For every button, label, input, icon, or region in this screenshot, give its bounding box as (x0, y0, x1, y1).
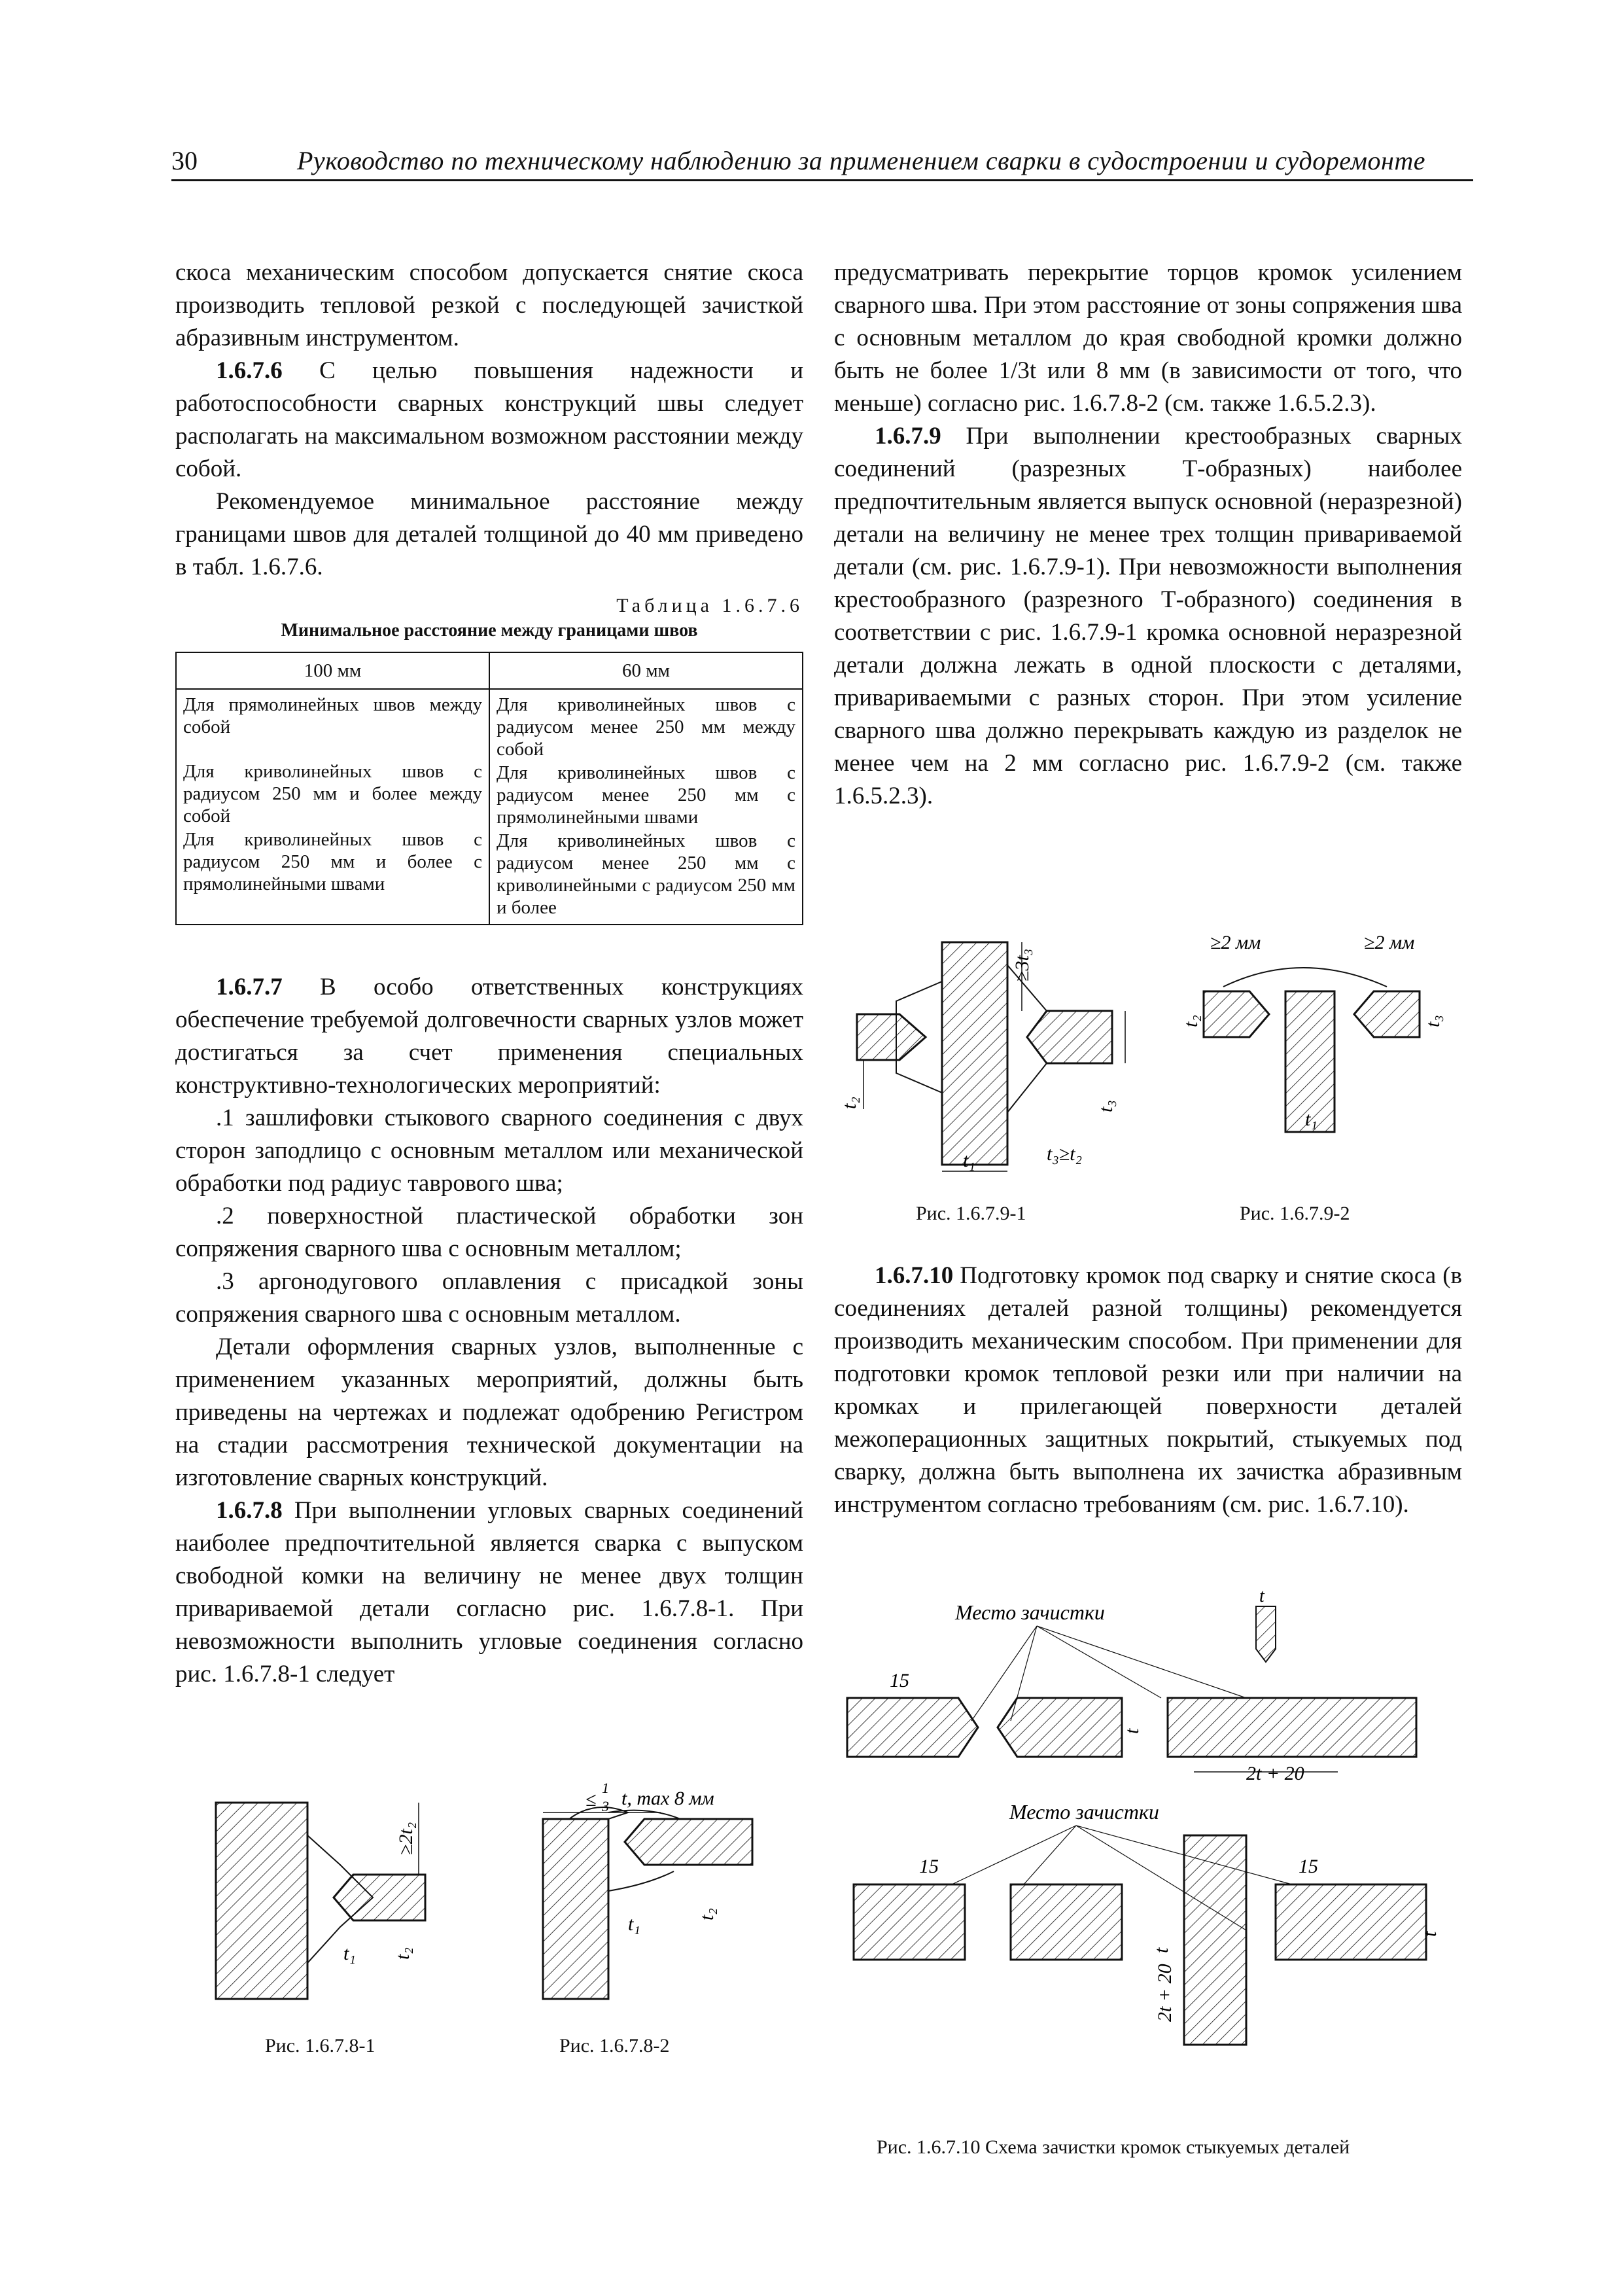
annotation-label: Место зачистки (955, 1600, 1105, 1624)
page-number: 30 (171, 146, 198, 175)
paragraph: предусматривать перекрытие торцов кромок усилением сварного шва. При этом расстояние от зоны сопряжения шва с основным металлом до края свободной кромки должно быть не более 1/3t или 8 мм (в зависимости от того, что меньше) согласно рис. 1.6.7.8-2 (см. также 1.6.5.2.3). (834, 259, 1462, 417)
figure-caption: Рис. 1.6.7.10 Схема зачистки кромок стыкуемых деталей (877, 2136, 1350, 2158)
list-item: .3 аргонодугового оплавления с присадкой зоны сопряжения сварного шва с основным металлом. (175, 1268, 803, 1328)
dim-label: t₁ (628, 1913, 640, 1935)
dim-label: 2t + 20 (1246, 1763, 1304, 1784)
dim-label: t₁ (343, 1943, 356, 1964)
dim-label: ≥3t₃ (1011, 948, 1033, 981)
figure-caption: Рис. 1.6.7.8-2 (559, 2035, 670, 2057)
dim-label: 15 (890, 1670, 909, 1691)
right-column-lower (834, 1260, 1462, 1521)
table-header-cell: 100 мм (176, 652, 489, 689)
section-number: 1.6.7.9 (875, 423, 941, 450)
figure-caption: Рис. 1.6.7.9-1 (916, 1203, 1026, 1224)
list-item: .1 зашлифовки стыкового сварного соединения с двух сторон заподлицо с основным металлом или механической обработки под радиус таврового шва; (175, 1104, 803, 1197)
figure-1-6-7-8-2 (530, 1773, 805, 2009)
dim-label: t₃ (1422, 1015, 1444, 1027)
dim-label: t₁ (963, 1150, 975, 1171)
paragraph-text: В особо ответственных конструкциях обеспечение требуемой долговечности сварных узлов может достигаться за счет применения специальных конструктивно-технологических мероприятий: (175, 974, 803, 1099)
table-title: Минимальное расстояние между границами швов (281, 620, 698, 641)
dim-label: t₃≥t₂ (1047, 1143, 1082, 1165)
figure-1-6-7-8-1 (203, 1793, 451, 2009)
left-column (175, 256, 803, 1691)
paragraph-1-6-7-9 (834, 420, 1462, 813)
paragraph-1-6-7-6 (175, 355, 803, 486)
paragraph-text: С целью повышения надежности и работоспособности сварных конструкций швы следует располагать на максимальном возможном расстоянии между собой. (175, 357, 803, 482)
dim-label: t₂ (392, 1947, 413, 1960)
table-entry: Для криволинейных швов с радиусом 250 мм и более с прямолинейными швами (183, 829, 482, 894)
table-entry: Для криволинейных швов с радиусом 250 мм и более между собой (183, 761, 482, 826)
dim-label: t₂ (696, 1908, 718, 1920)
section-number: 1.6.7.6 (216, 357, 283, 384)
table-caption: Таблица 1.6.7.6 (616, 595, 803, 616)
dim-label: t₂ (839, 1097, 860, 1109)
dim-label: t, max 8 мм (621, 1788, 714, 1809)
table-entry: Для прямолинейных швов между собой (183, 694, 482, 737)
dim-label: 1 (602, 1780, 609, 1796)
dim-label: t₂ (1180, 1015, 1202, 1027)
paragraph-1-6-7-10 (834, 1260, 1462, 1521)
right-column (834, 256, 1462, 813)
dim-label: 15 (919, 1856, 939, 1877)
paragraph-text: При выполнении угловых сварных соединений наиболее предпочтительной является сварка с выпуском свободной комки на величину не менее двух толщин привариваемой детали согласно рис. 1.6.7.8-1. При невозможности выполнить угловые соединения согласно рис. 1.6.7.8-1 следует (175, 1497, 803, 1687)
figure-1-6-7-9-2 (1178, 929, 1465, 1145)
paragraph: Рекомендуемое минимальное расстояние между границами швов для деталей толщиной до 40 мм приведено в табл. 1.6.7.6. (175, 488, 803, 580)
table-entry: Для криволинейных швов с радиусом менее 250 мм между собой (497, 694, 795, 760)
paragraph: Детали оформления сварных узлов, выполненные с применением указанных мероприятий, должны быть приведены на чертежах и подлежат одобрению Регистром на стадии рассмотрения технической документации на изготовление сварных конструкций. (175, 1333, 803, 1491)
dim-label: t (1121, 1728, 1143, 1734)
distance-table (175, 652, 803, 925)
dim-label: t₁ (1305, 1108, 1318, 1130)
dim-label: ≥2 мм (1210, 932, 1261, 953)
table-cell (489, 689, 803, 925)
figure-1-6-7-9-1 (839, 926, 1178, 1181)
paragraph-text: Подготовку кромок под сварку и снятие скоса (в соединениях деталей разной толщины) рекомендуется производить механическим способом. При применении для подготовки кромок тепловой резки или при наличии на кромках и прилегающей поверхности деталей межоперационных защитных покрытий, стыкуемых под сварку, должна быть выполнена их зачистка абразивным инструментом согласно требованиям (см. рис. 1.6.7.10). (834, 1262, 1462, 1518)
figure-1-6-7-10 (841, 1586, 1469, 2061)
dim-label: t (1419, 1931, 1440, 1937)
dim-label: ≤ (585, 1789, 597, 1810)
paragraph: скоса механическим способом допускается снятие скоса производить тепловой резкой с последующей зачисткой абразивным инструментом. (175, 259, 803, 351)
table-header-cell: 60 мм (489, 652, 803, 689)
figure-caption: Рис. 1.6.7.9-2 (1240, 1203, 1350, 1224)
dim-label: t (1151, 1947, 1172, 1953)
table-entry: Для криволинейных швов с радиусом менее 250 мм с прямолинейными швами (497, 762, 795, 828)
paragraph-text: При выполнении крестообразных сварных соединений (разрезных Т-образных) наиболее предпочтительным является выпуск основной (неразрезной) детали на величину не менее трех толщин привариваемой детали (см. рис. 1.6.7.9-1). При невозможности выполнения крестообразного (разрезного Т-образного) соединения в соответствии с рис. 1.6.7.9-1 кромка основной неразрезной детали должна лежать в одной плоскости с деталями, привариваемыми с разных сторон. При этом усиление сварного шва должно перекрывать каждую из разделок не менее чем на 2 мм согласно рис. 1.6.7.9-2 (см. также 1.6.5.2.3). (834, 423, 1462, 809)
dim-label: ≥2 мм (1364, 932, 1415, 953)
dim-label: 2t + 20 (1154, 1964, 1176, 2022)
paragraph-1-6-7-8 (175, 1494, 803, 1691)
dim-label: t (1259, 1586, 1265, 1606)
section-number: 1.6.7.8 (216, 1497, 283, 1524)
dim-label: 3 (602, 1798, 609, 1814)
table-cell (176, 689, 489, 925)
section-number: 1.6.7.10 (875, 1262, 954, 1289)
dim-label: t₃ (1095, 1100, 1117, 1112)
running-title: Руководство по техническому наблюдению за применением сварки в судостроении и судоремонте (297, 146, 1425, 175)
dim-label: ≥2t₂ (395, 1822, 417, 1855)
figure-caption: Рис. 1.6.7.8-1 (265, 2035, 375, 2057)
table-entry: Для криволинейных швов с радиусом менее 250 мм с криволинейными с радиусом 250 мм и более (497, 830, 795, 918)
page-header (171, 145, 1473, 181)
section-number: 1.6.7.7 (216, 974, 283, 1000)
dim-label: 15 (1299, 1856, 1318, 1877)
list-item: .2 поверхностной пластической обработки зон сопряжения сварного шва с основным металлом; (175, 1203, 803, 1262)
annotation-label: Место зачистки (1009, 1800, 1159, 1824)
paragraph-1-6-7-7 (175, 971, 803, 1102)
